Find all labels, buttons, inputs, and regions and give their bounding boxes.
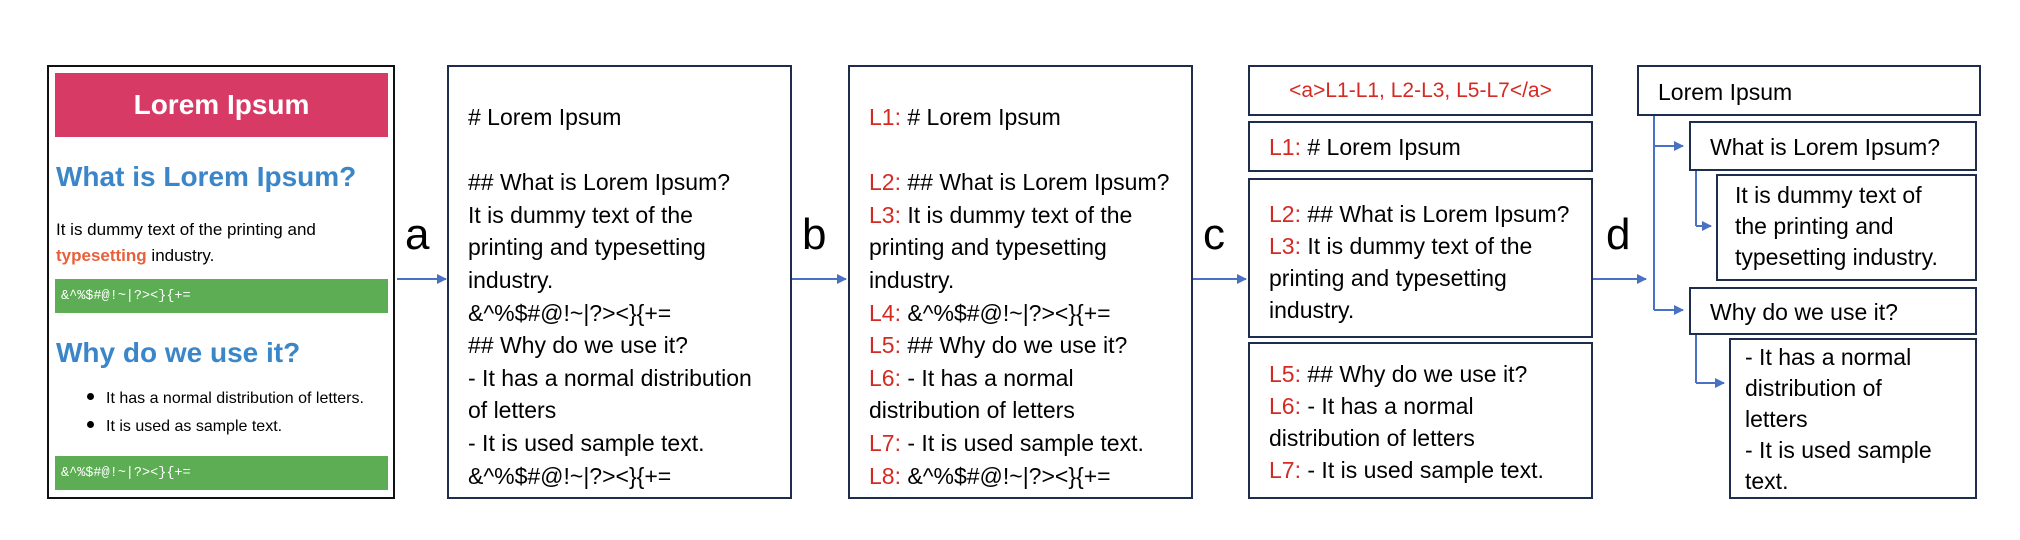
line-number: L3: [1269,233,1301,259]
heading-why-use: Why do we use it? [56,337,301,368]
numbered-line [869,134,1169,167]
text-line: letters [1745,406,1808,432]
line-number: L8: [869,462,901,489]
numbered-line [869,460,1169,493]
numbered-line [1269,198,1569,230]
stage-label-b: b [802,210,827,259]
numbered-line [1269,230,1569,262]
text-line: - It is used sample [1745,437,1932,463]
line-number: L6: [869,364,901,391]
line-number: L6: [1269,393,1301,419]
code-block-1: &^%$#@!~|?><}{+= [55,279,388,313]
line-text: It is dummy text of the [1300,233,1533,259]
tree-root-node [1637,65,1981,116]
numbered-line [1269,294,1569,326]
numbered-line [869,329,1169,362]
chunk-2-lines [1269,198,1569,326]
line-text: ## Why do we use it? [1300,361,1528,387]
line-text: It is dummy text of the [900,201,1133,228]
text-line: text. [1745,468,1789,494]
text-line: industry. [468,266,554,293]
text-line: printing and typesetting [468,234,706,261]
highlight-word: typesetting [56,246,147,265]
tree-child1-label: What is Lorem Ipsum? [1710,134,1941,160]
paragraph-line2 [56,243,214,269]
chunk-box-3 [1248,342,1593,499]
line-text: industry. [869,266,955,293]
bullet-item-2 [87,413,282,441]
tree-child1-node [1689,121,1977,171]
bullet-text-1: It has a normal distribution of letters. [106,390,364,407]
numbered-line [869,231,1169,264]
text-line: of letters [468,397,557,424]
line-number: L5: [1269,361,1301,387]
line-number: L2: [869,169,901,196]
line-text: distribution of letters [1269,425,1475,451]
line-number: L1: [869,104,901,130]
rendered-page-panel [47,65,395,499]
numbered-line [869,101,1169,134]
line-number: L7: [1269,457,1301,483]
code-block-2: &^%$#@!~|?><}{+= [55,456,388,490]
page-banner: Lorem Ipsum [55,73,388,137]
text-line [468,134,752,167]
line-text: - It is used sample text. [1300,457,1544,483]
line-text: printing and typesetting [1269,265,1507,291]
stage-label-c: c [1203,210,1225,259]
chunk-box-2 [1248,178,1593,338]
text-line: - It has a normal distribution [468,364,752,391]
tree-child1-content-node [1716,174,1977,281]
text-line: - It has a normal [1745,344,1912,370]
numbered-line [869,166,1169,199]
markdown-lines [468,101,752,492]
bullet-dot-icon [87,393,94,400]
text-line: ## Why do we use it? [468,332,688,359]
line-text: industry. [1269,297,1355,323]
text-line: &^%$#@!~|?><}{+= [468,462,672,489]
numbered-line [869,199,1169,232]
numbered-line [869,394,1169,427]
heading-what-is: What is Lorem Ipsum? [56,161,357,192]
stage-label-a: a [405,210,430,259]
line-text: ## What is Lorem Ipsum? [1300,201,1570,227]
line-number: L4: [869,299,901,326]
numbered-line [869,427,1169,460]
bullet-item-1 [87,385,364,413]
numbered-panel [848,65,1193,499]
numbered-line [869,297,1169,330]
paragraph-line1: It is dummy text of the printing and [56,220,316,239]
numbered-line [869,362,1169,395]
chunk-3-lines [1269,358,1544,486]
text-line: the printing and [1735,213,1894,239]
markdown-panel [447,65,792,499]
numbered-line [869,264,1169,297]
line-text: # Lorem Ipsum [1300,134,1461,160]
paragraph-rest: industry. [146,246,215,265]
tree-child2-content-node [1729,338,1977,499]
line-text: ## Why do we use it? [900,332,1128,359]
line-number: L1: [1269,134,1301,160]
text-line: typesetting industry. [1735,244,1938,270]
line-text: ## What is Lorem Ipsum? [900,169,1170,196]
line-text: - It has a normal [1300,393,1474,419]
line-text: &^%$#@!~|?><}{+= [900,462,1111,489]
text-line: - It is used sample text. [468,429,705,456]
numbered-line [1269,262,1569,294]
chunk-1-lines [1269,131,1461,163]
text-line: ## What is Lorem Ipsum? [468,169,731,196]
text-line: distribution of [1745,375,1882,401]
line-text: printing and typesetting [869,234,1107,261]
bullet-text-2: It is used as sample text. [106,418,283,435]
numbered-lines [869,101,1169,492]
numbered-line [1269,390,1544,422]
line-number: L5: [869,332,901,359]
text-line: It is dummy text of [1735,182,1922,208]
numbered-line [1269,422,1544,454]
tree-child1-content [1735,180,1938,273]
tree-child2-label: Why do we use it? [1710,299,1898,325]
line-number: L2: [1269,201,1301,227]
line-text: # Lorem Ipsum [900,104,1061,130]
chunk-answer-text: <a>L1-L1, L2-L3, L5-L7</a> [1289,78,1552,102]
line-text: - It is used sample text. [900,429,1144,456]
stage-label-d: d [1606,210,1631,259]
line-text: &^%$#@!~|?><}{+= [900,299,1111,326]
line-number: L3: [869,201,901,228]
numbered-line [1269,358,1544,390]
tree-root-label: Lorem Ipsum [1658,79,1793,105]
line-text: - It has a normal [900,364,1074,391]
text-line: It is dummy text of the [468,201,693,228]
tree-child2-node [1689,287,1977,335]
numbered-line [1269,454,1544,486]
bullet-dot-icon [87,421,94,428]
tree-child2-content [1745,342,1932,497]
line-number: L7: [869,429,901,456]
text-line: # Lorem Ipsum [468,104,622,130]
numbered-line [1269,131,1461,163]
chunk-box-1 [1248,121,1593,172]
text-line: &^%$#@!~|?><}{+= [468,299,672,326]
line-text: distribution of letters [869,397,1075,424]
chunk-answer-box [1248,65,1593,116]
